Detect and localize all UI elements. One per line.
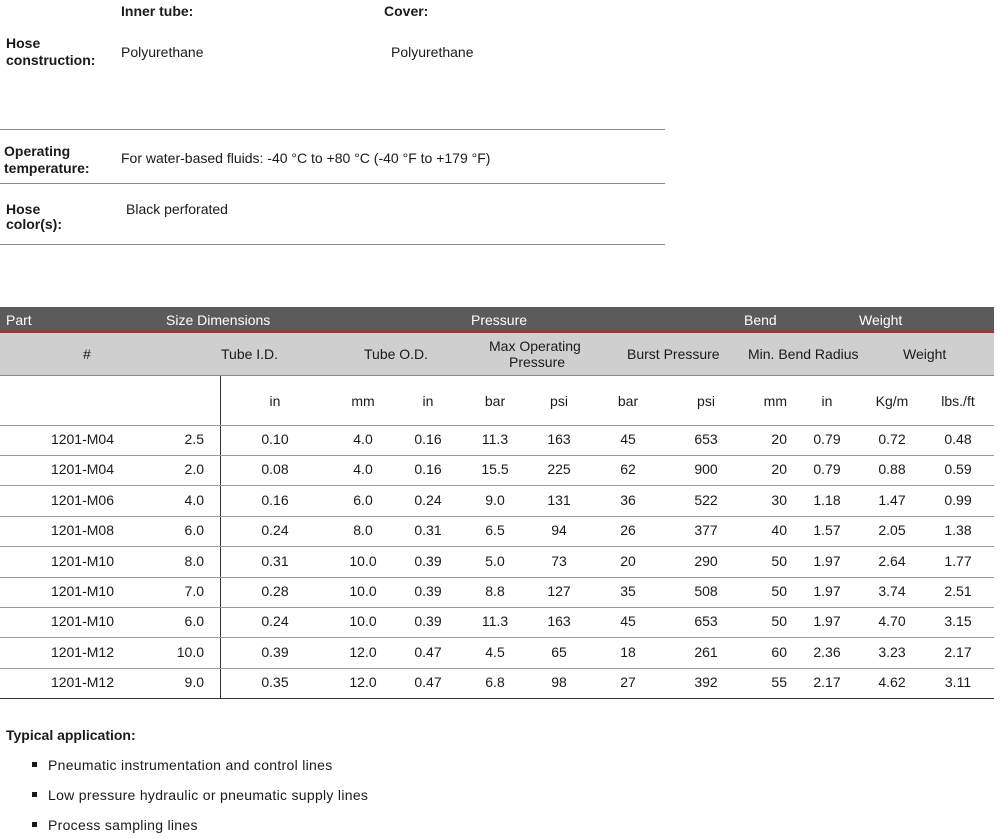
application-item: Pneumatic instrumentation and control lines — [48, 757, 333, 773]
table-cell: 0.72 — [878, 431, 906, 447]
table-cell: 73 — [551, 552, 567, 569]
table-cell: 20 — [771, 461, 787, 478]
table-cell: 1.97 — [813, 583, 841, 599]
table-cell: 127 — [547, 583, 571, 599]
table-cell: 0.28 — [261, 583, 289, 599]
bullet-icon — [32, 822, 37, 827]
table-cell: 6.0 — [184, 522, 204, 539]
table-cell: 45 — [620, 431, 636, 447]
table-cell: 0.88 — [878, 461, 906, 478]
table-cell: 36 — [620, 491, 636, 508]
table-cell: 1201-M10 — [50, 583, 114, 599]
table-cell: 0.79 — [813, 431, 841, 447]
row-divider — [0, 546, 994, 547]
table-cell: 8.8 — [485, 583, 505, 599]
sub-header-max-operating-line1: Max Operating — [489, 338, 581, 354]
table-cell: 0.24 — [261, 613, 289, 630]
table-cell: 1201-M04 — [50, 461, 114, 478]
table-cell: 4.62 — [878, 674, 906, 691]
table-cell: 6.8 — [485, 674, 505, 691]
table-cell: 290 — [694, 552, 718, 569]
sub-header-min-bend-radius: Min. Bend Radius — [748, 346, 859, 362]
row-divider — [0, 607, 994, 608]
table-cell: 0.59 — [944, 461, 972, 478]
table-cell: 377 — [694, 522, 718, 539]
table-cell: 0.16 — [414, 461, 442, 478]
group-header-bend: Bend — [744, 312, 777, 328]
table-cell: 3.11 — [944, 674, 972, 691]
table-cell: 20 — [771, 431, 787, 447]
table-cell: 11.3 — [481, 431, 509, 447]
table-cell: 653 — [694, 431, 718, 447]
row-divider — [0, 637, 994, 638]
color-label-line1: Hose — [6, 201, 41, 217]
table-cell: 4.0 — [353, 461, 373, 478]
row-divider — [0, 516, 994, 517]
temperature-value: For water-based fluids: -40 °C to +80 °C (-40 °F to +179 °F) — [121, 150, 491, 166]
table-cell: 50 — [771, 613, 787, 630]
table-cell: 0.16 — [261, 491, 289, 508]
table-cell: 0.39 — [414, 552, 442, 569]
table-cell: 3.23 — [878, 643, 906, 660]
table-cell: 60 — [771, 643, 787, 660]
construction-label-line2: construction: — [6, 52, 96, 68]
application-item: Process sampling lines — [48, 817, 198, 833]
sub-header-tube-id: Tube I.D. — [221, 346, 279, 362]
table-cell: 0.39 — [261, 643, 289, 660]
table-cell: 12.0 — [349, 674, 377, 691]
table-cell: 522 — [694, 491, 718, 508]
table-cell: 9.0 — [184, 674, 204, 691]
table-cell: 50 — [771, 583, 787, 599]
unit-label: Kg/m — [875, 393, 909, 409]
table-cell: 1.97 — [813, 613, 841, 630]
row-divider — [0, 455, 994, 456]
table-cell: 65 — [551, 643, 567, 660]
sub-header-hash: # — [83, 346, 91, 362]
table-cell: 225 — [547, 461, 571, 478]
table-cell: 9.0 — [485, 491, 505, 508]
table-cell: 1.77 — [944, 552, 972, 569]
table-cell: 0.99 — [944, 491, 972, 508]
table-cell: 1.18 — [813, 491, 841, 508]
inner-tube-value: Polyurethane — [121, 44, 204, 60]
table-cell: 0.16 — [414, 431, 442, 447]
unit-label: in — [821, 393, 833, 409]
table-cell: 163 — [547, 613, 571, 630]
table-cell: 5.0 — [485, 552, 505, 569]
row-divider — [0, 425, 994, 426]
row-divider — [0, 485, 994, 486]
table-cell: 0.31 — [261, 552, 289, 569]
table-cell: 1.97 — [813, 552, 841, 569]
table-cell: 392 — [694, 674, 718, 691]
sub-header-max-operating-line2: Pressure — [509, 354, 566, 370]
table-cell: 2.36 — [813, 643, 841, 660]
table-cell: 0.47 — [414, 643, 442, 660]
table-cell: 18 — [620, 643, 636, 660]
table-cell: 10.0 — [349, 552, 377, 569]
table-cell: 1201-M12 — [50, 643, 114, 660]
table-cell: 27 — [620, 674, 636, 691]
table-cell: 0.35 — [261, 674, 289, 691]
unit-label: psi — [697, 393, 715, 409]
unit-label: in — [422, 393, 434, 409]
table-cell: 1201-M08 — [50, 522, 114, 539]
table-cell: 1.57 — [813, 522, 841, 539]
row-divider — [0, 698, 994, 699]
unit-label: lbs./ft — [941, 393, 975, 409]
table-cell: 900 — [694, 461, 718, 478]
table-cell: 3.15 — [944, 613, 972, 630]
group-header-pressure: Pressure — [471, 312, 528, 328]
table-cell: 0.24 — [414, 491, 442, 508]
table-cell: 0.79 — [813, 461, 841, 478]
unit-label: mm — [763, 393, 787, 409]
table-cell: 6.0 — [353, 491, 373, 508]
table-cell: 2.17 — [944, 643, 972, 660]
table-cell: 163 — [547, 431, 571, 447]
table-cell: 4.5 — [485, 643, 505, 660]
unit-label: mm — [351, 393, 375, 409]
cover-heading: Cover: — [384, 3, 429, 19]
group-header-weight: Weight — [859, 312, 903, 328]
temperature-label-line2: temperature: — [4, 160, 90, 176]
group-header-part: Part — [6, 312, 32, 328]
applications-title: Typical application: — [6, 727, 136, 743]
application-item: Low pressure hydraulic or pneumatic supply lines — [48, 787, 369, 803]
unit-label: psi — [550, 393, 568, 409]
table-cell: 2.64 — [878, 552, 906, 569]
table-cell: 1201-M10 — [50, 552, 114, 569]
table-cell: 0.47 — [414, 674, 442, 691]
table-cell: 2.17 — [813, 674, 841, 691]
table-cell: 6.5 — [485, 522, 505, 539]
sub-header-burst-pressure: Burst Pressure — [627, 346, 720, 362]
table-cell: 2.5 — [184, 431, 204, 447]
table-cell: 55 — [771, 674, 787, 691]
row-divider — [0, 577, 994, 578]
table-group-header — [0, 307, 994, 333]
table-cell: 35 — [620, 583, 636, 599]
table-cell: 3.74 — [878, 583, 906, 599]
table-cell: 10.0 — [176, 643, 204, 660]
table-cell: 50 — [771, 552, 787, 569]
table-cell: 98 — [551, 674, 567, 691]
table-cell: 2.51 — [944, 583, 972, 599]
table-cell: 508 — [694, 583, 718, 599]
table-cell: 7.0 — [184, 583, 204, 599]
table-cell: 4.0 — [353, 431, 373, 447]
table-cell: 0.39 — [414, 613, 442, 630]
table-cell: 12.0 — [349, 643, 377, 660]
table-cell: 0.39 — [414, 583, 442, 599]
table-sub-header — [0, 333, 994, 376]
table-cell: 653 — [694, 613, 718, 630]
divider — [0, 244, 665, 245]
cover-value: Polyurethane — [391, 44, 474, 60]
color-value: Black perforated — [126, 201, 228, 217]
table-cell: 1201-M04 — [50, 431, 114, 447]
table-cell: 62 — [620, 461, 636, 478]
table-cell: 0.24 — [261, 522, 289, 539]
table-cell: 45 — [620, 613, 636, 630]
table-cell: 1201-M06 — [50, 491, 114, 508]
bullet-icon — [32, 792, 37, 797]
table-cell: 4.70 — [878, 613, 906, 630]
table-cell: 6.0 — [184, 613, 204, 630]
sub-header-tube-od: Tube O.D. — [364, 346, 429, 362]
color-label-line2: color(s): — [6, 216, 62, 232]
table-cell: 10.0 — [349, 583, 377, 599]
table-cell: 8.0 — [353, 522, 373, 539]
divider — [0, 183, 665, 184]
table-cell: 0.08 — [261, 461, 289, 478]
table-cell: 10.0 — [349, 613, 377, 630]
table-cell: 40 — [771, 522, 787, 539]
table-cell: 2.0 — [184, 461, 204, 478]
table-cell: 30 — [771, 491, 787, 508]
table-cell: 94 — [551, 522, 567, 539]
construction-label-line1: Hose — [6, 35, 41, 51]
table-cell: 26 — [620, 522, 636, 539]
table-cell: 11.3 — [481, 613, 509, 630]
sub-header-weight: Weight — [903, 346, 947, 362]
divider — [0, 129, 665, 130]
table-cell: 1.38 — [944, 522, 972, 539]
table-cell: 1.47 — [878, 491, 906, 508]
unit-label: bar — [617, 393, 639, 409]
unit-label: bar — [484, 393, 506, 409]
unit-label: in — [269, 393, 281, 409]
table-cell: 261 — [694, 643, 718, 660]
temperature-label-line1: Operating — [4, 143, 71, 159]
table-cell: 4.0 — [184, 491, 204, 508]
group-header-size: Size Dimensions — [166, 312, 271, 328]
inner-tube-heading: Inner tube: — [121, 3, 194, 19]
table-cell: 20 — [620, 552, 636, 569]
bullet-icon — [32, 762, 37, 767]
table-cell: 1201-M12 — [50, 674, 114, 691]
table-cell: 0.31 — [414, 522, 442, 539]
table-cell: 15.5 — [481, 461, 509, 478]
table-cell: 0.10 — [261, 431, 289, 447]
row-divider — [0, 668, 994, 669]
table-cell: 131 — [547, 491, 571, 508]
table-cell: 2.05 — [878, 522, 906, 539]
table-cell: 0.48 — [944, 431, 972, 447]
table-cell: 8.0 — [184, 552, 204, 569]
table-cell: 1201-M10 — [50, 613, 114, 630]
